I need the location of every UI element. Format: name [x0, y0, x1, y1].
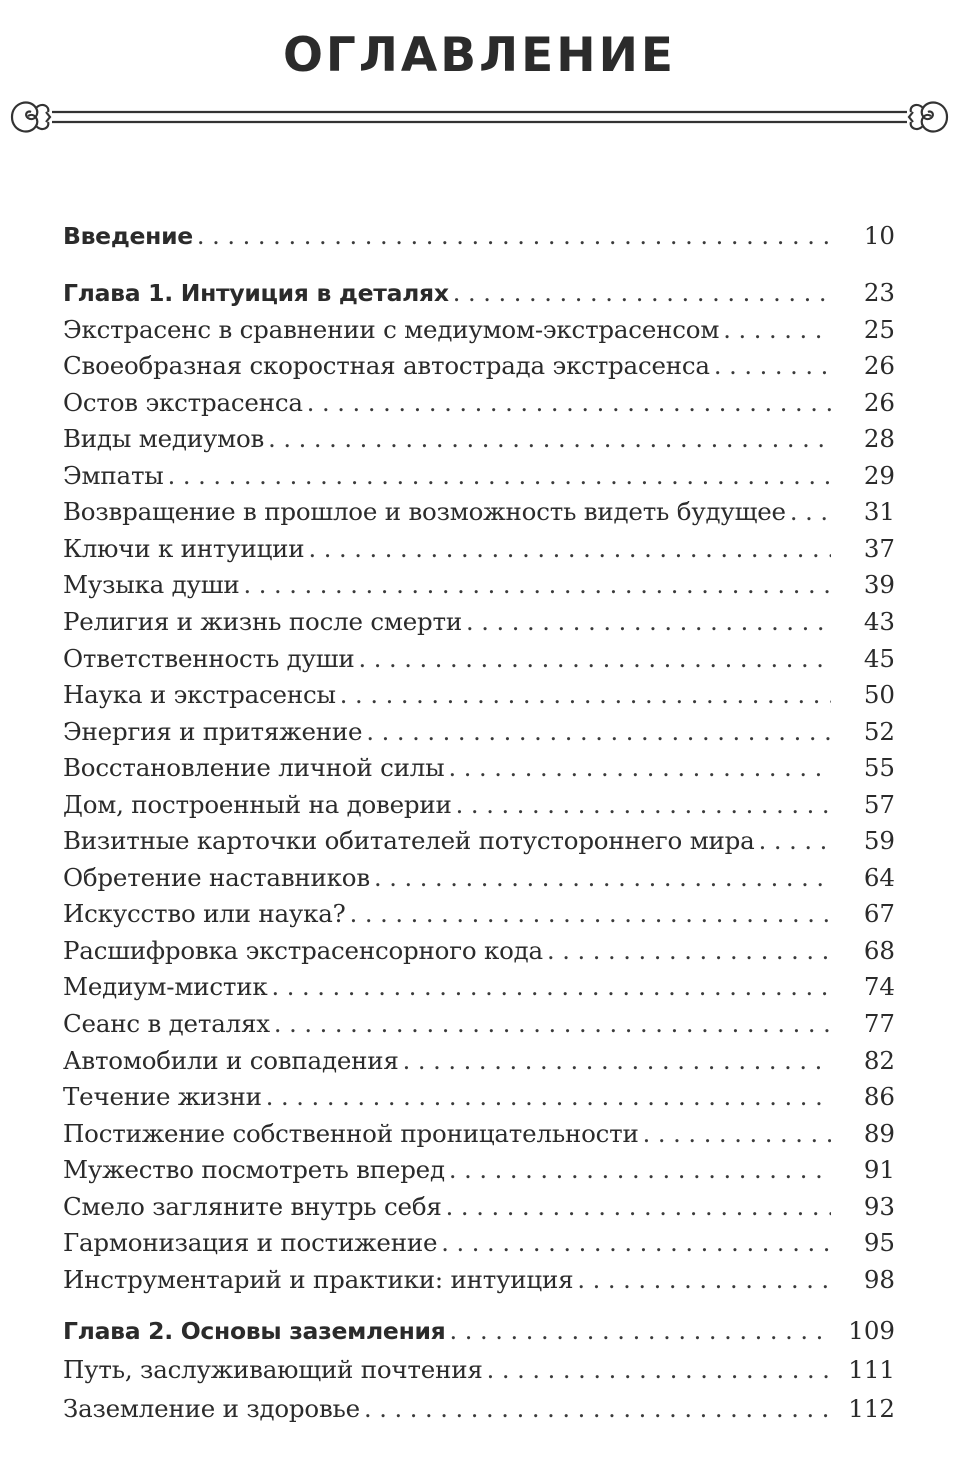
toc-entry-title: Возвращение в прошлое и возможность видеть будущее	[63, 497, 790, 526]
toc-leader-dots	[449, 1156, 831, 1184]
toc-page-number: 91	[831, 1155, 895, 1184]
toc-entry-title: Постижение собственной проницательности	[63, 1119, 643, 1148]
toc-leader-dots	[197, 222, 831, 250]
toc-page-number: 109	[831, 1316, 895, 1345]
toc-leader-dots	[403, 1047, 831, 1075]
decorative-divider	[8, 92, 951, 142]
toc-page-number: 74	[831, 972, 895, 1001]
toc-leader-dots	[374, 864, 831, 892]
toc-entry	[63, 753, 895, 787]
toc-entry-title: Дом, построенный на доверии	[63, 790, 456, 819]
toc-entry-title: Автомобили и совпадения	[63, 1046, 403, 1075]
toc-entry-title: Глава 1. Интуиция в деталях	[63, 279, 453, 307]
toc-leader-dots	[487, 1356, 831, 1384]
toc-chapter-entry	[63, 221, 895, 255]
toc-page-number: 57	[831, 790, 895, 819]
toc-page-number: 39	[831, 570, 895, 599]
toc-page-number: 86	[831, 1082, 895, 1111]
toc-entry	[63, 1009, 895, 1043]
toc-page-number: 77	[831, 1009, 895, 1038]
toc-entry	[63, 1082, 895, 1116]
toc-entry-title: Течение жизни	[63, 1082, 266, 1111]
toc-entry	[63, 315, 895, 349]
toc-leader-dots	[340, 681, 831, 709]
toc-entry	[63, 1155, 895, 1189]
toc-leader-dots	[358, 645, 831, 673]
toc-page-number: 31	[831, 497, 895, 526]
toc-entry-title: Обретение наставников	[63, 863, 374, 892]
toc-page-number: 55	[831, 753, 895, 782]
toc-leader-dots	[307, 389, 831, 417]
toc-page-number: 37	[831, 534, 895, 563]
toc-leader-dots	[714, 352, 831, 380]
toc-entry-title: Экстрасенс в сравнении с медиумом-экстрасенсом	[63, 315, 723, 344]
toc-chapter-entry	[63, 278, 895, 312]
toc-leader-dots	[168, 462, 831, 490]
toc-entry	[63, 607, 895, 641]
toc-entry	[63, 717, 895, 751]
toc-entry	[63, 936, 895, 970]
toc-leader-dots	[364, 1395, 831, 1423]
toc-leader-dots	[790, 498, 831, 526]
toc-chapter-entry	[63, 1316, 895, 1350]
toc-entry-title: Энергия и притяжение	[63, 717, 366, 746]
toc-entry-title: Медиум-мистик	[63, 972, 271, 1001]
toc-page-number: 43	[831, 607, 895, 636]
toc-entry-title: Мужество посмотреть вперед	[63, 1155, 449, 1184]
toc-page-number: 59	[831, 826, 895, 855]
toc-leader-dots	[271, 973, 831, 1001]
toc-leader-dots	[441, 1229, 831, 1257]
toc-page-number: 26	[831, 351, 895, 380]
toc-leader-dots	[268, 425, 831, 453]
toc-entry-title: Визитные карточки обитателей потустороннего мира	[63, 826, 759, 855]
toc-page-number: 112	[831, 1394, 895, 1423]
toc-entry-title: Расшифровка экстрасенсорного кода	[63, 936, 547, 965]
toc-entry	[63, 461, 895, 495]
toc-entry-title: Религия и жизнь после смерти	[63, 607, 466, 636]
toc-leader-dots	[448, 754, 831, 782]
toc-page-number: 28	[831, 424, 895, 453]
toc-leader-dots	[243, 571, 831, 599]
toc-entry-title: Ключи к интуиции	[63, 534, 308, 563]
toc-entry	[63, 1265, 895, 1299]
toc-page-number: 50	[831, 680, 895, 709]
toc-page-number: 68	[831, 936, 895, 965]
toc-entry-title: Гармонизация и постижение	[63, 1228, 441, 1257]
page-title: ОГЛАВЛЕНИЕ	[282, 28, 677, 83]
toc-entry	[63, 899, 895, 933]
toc-leader-dots	[466, 608, 831, 636]
toc-entry	[63, 680, 895, 714]
toc-entry-title: Музыка души	[63, 570, 243, 599]
toc-leader-dots	[366, 718, 831, 746]
toc-entry-title: Своеобразная скоростная автострада экстрасенса	[63, 351, 714, 380]
toc-entry-title: Эмпаты	[63, 461, 168, 490]
toc-entry	[63, 351, 895, 385]
toc-entry	[63, 1192, 895, 1226]
toc-entry-title: Искусство или наука?	[63, 899, 350, 928]
toc-entry	[63, 497, 895, 531]
toc-entry	[63, 570, 895, 604]
toc-page-number: 95	[831, 1228, 895, 1257]
toc-entry-title: Глава 2. Основы заземления	[63, 1317, 449, 1345]
toc-entry	[63, 534, 895, 568]
toc-page-number: 25	[831, 315, 895, 344]
toc-entry-title: Виды медиумов	[63, 424, 268, 453]
toc-page-number: 29	[831, 461, 895, 490]
toc-entry	[63, 1046, 895, 1080]
toc-entry	[63, 424, 895, 458]
toc-page-number: 45	[831, 644, 895, 673]
toc-page-number: 10	[831, 221, 895, 250]
toc-entry	[63, 863, 895, 897]
toc-leader-dots	[453, 279, 831, 307]
toc-leader-dots	[308, 535, 831, 563]
toc-leader-dots	[547, 937, 831, 965]
toc-entry	[63, 1394, 895, 1428]
toc-entry	[63, 388, 895, 422]
toc-page-number: 111	[831, 1355, 895, 1384]
toc-entry	[63, 644, 895, 678]
toc-entry	[63, 1228, 895, 1262]
toc-leader-dots	[759, 827, 831, 855]
toc-leader-dots	[723, 316, 831, 344]
toc-entry-title: Введение	[63, 222, 197, 250]
toc-entry	[63, 790, 895, 824]
toc-page-number: 89	[831, 1119, 895, 1148]
toc-entry-title: Ответственность души	[63, 644, 358, 673]
toc-entry-title: Остов экстрасенса	[63, 388, 307, 417]
toc-leader-dots	[274, 1010, 831, 1038]
toc-leader-dots	[266, 1083, 831, 1111]
toc-page-number: 93	[831, 1192, 895, 1221]
toc-entry	[63, 972, 895, 1006]
toc-page-number: 98	[831, 1265, 895, 1294]
toc-leader-dots	[643, 1120, 831, 1148]
toc-entry	[63, 1119, 895, 1153]
toc-page-number: 82	[831, 1046, 895, 1075]
toc-entry-title: Инструментарий и практики: интуиция	[63, 1265, 577, 1294]
toc-entry-title: Сеанс в деталях	[63, 1009, 274, 1038]
toc-entry	[63, 826, 895, 860]
toc-entry-title: Восстановление личной силы	[63, 753, 448, 782]
toc-leader-dots	[449, 1317, 831, 1345]
toc-entry-title: Смело загляните внутрь себя	[63, 1192, 446, 1221]
toc-leader-dots	[577, 1266, 831, 1294]
toc-leader-dots	[350, 900, 831, 928]
toc-entry-title: Заземление и здоровье	[63, 1394, 364, 1423]
toc-page-number: 26	[831, 388, 895, 417]
toc-entry-title: Наука и экстрасенсы	[63, 680, 340, 709]
toc-page-number: 67	[831, 899, 895, 928]
toc-entry	[63, 1355, 895, 1389]
toc-entry-title: Путь, заслуживающий почтения	[63, 1355, 487, 1384]
toc-leader-dots	[456, 791, 831, 819]
toc-page-number: 52	[831, 717, 895, 746]
toc-leader-dots	[446, 1193, 831, 1221]
toc-page-number: 23	[831, 278, 895, 307]
toc-page-number: 64	[831, 863, 895, 892]
